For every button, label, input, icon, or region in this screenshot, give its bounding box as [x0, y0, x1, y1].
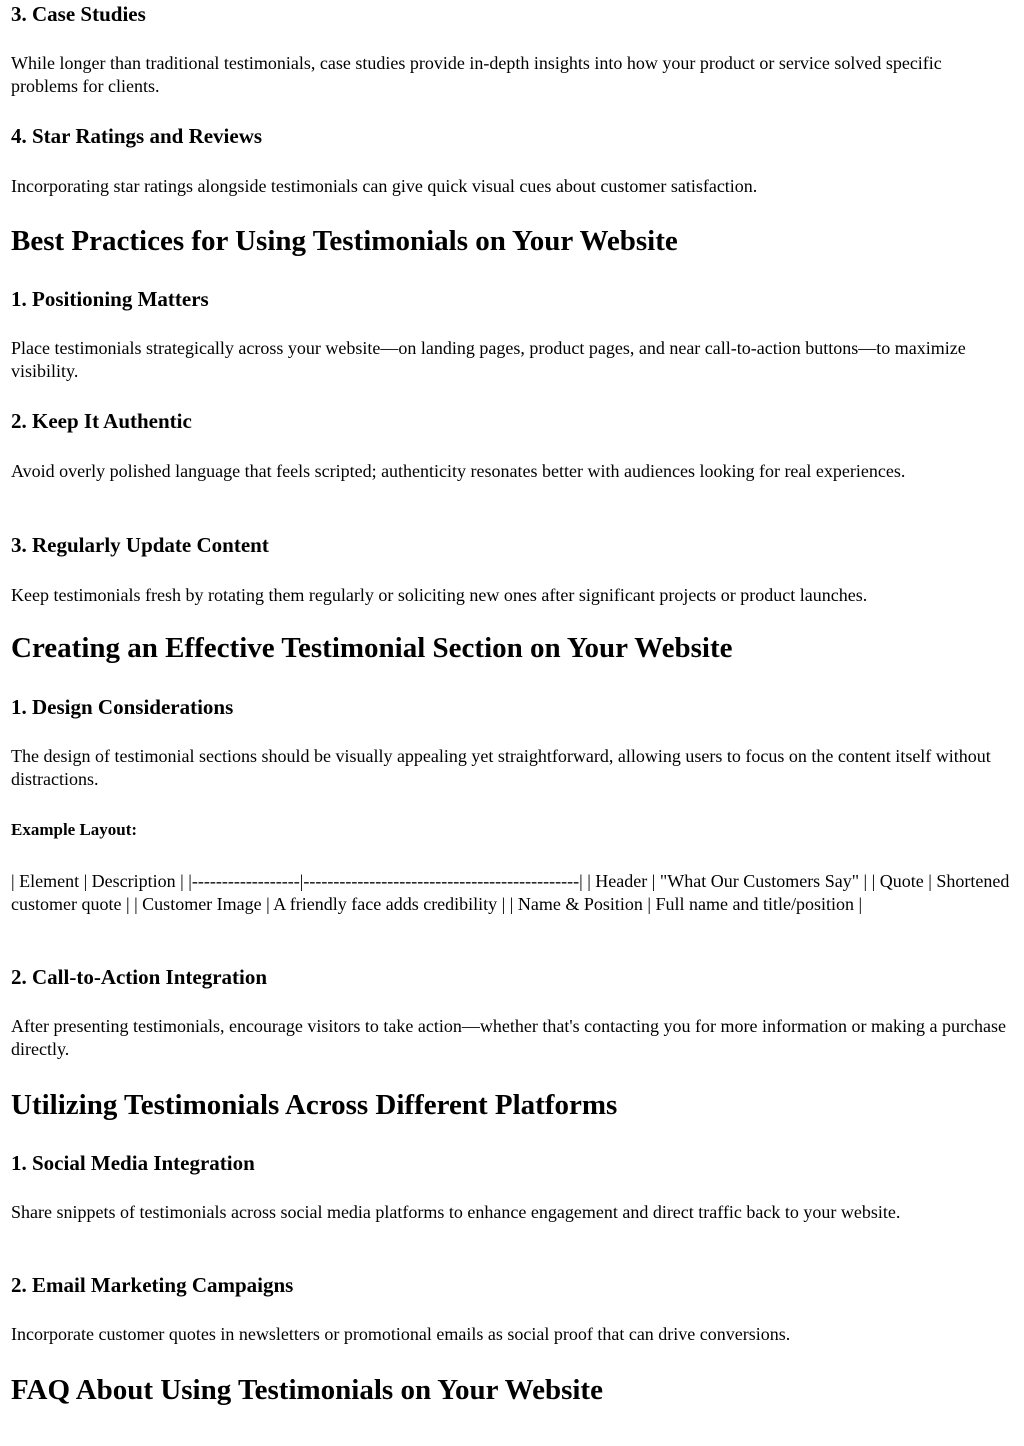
paragraph-social-media: Share snippets of testimonials across social media platforms to enhance engagement and direct traffic back to your website. — [11, 1202, 901, 1222]
paragraph-update-content: Keep testimonials fresh by rotating them regularly or soliciting new ones after significant projects or product launches. — [11, 585, 868, 605]
paragraph-cta-integration: After presenting testimonials, encourage visitors to take action—whether that's contacting you for more information or making a purchase directly. — [11, 1016, 1006, 1059]
label-example-layout: Example Layout: — [11, 820, 138, 839]
section-title-creating: Creating an Effective Testimonial Section on Your Website — [11, 632, 733, 664]
section-title-platforms: Utilizing Testimonials Across Different Platforms — [11, 1089, 618, 1121]
paragraph-case-studies: While longer than traditional testimonials, case studies provide in-depth insights into how your product or service solved specific problems for clients. — [11, 53, 942, 96]
paragraph-email-marketing: Incorporate customer quotes in newsletters or promotional emails as social proof that can drive conversions. — [11, 1324, 791, 1344]
paragraph-positioning: Place testimonials strategically across your website—on landing pages, product pages, and near call-to-action buttons—to maximize visibility. — [11, 338, 966, 381]
heading-authentic: 2. Keep It Authentic — [11, 409, 192, 433]
heading-design-considerations: 1. Design Considerations — [11, 695, 234, 719]
heading-update-content: 3. Regularly Update Content — [11, 533, 269, 557]
paragraph-example-table: | Element | Description | |------------------|----------------------------------------------| | Header | "What Our Customers Say" | | Quote | Shortened customer quote | | Customer Image | A friendly face adds credibility | | Name & Position | Full name and title/position | — [11, 871, 1010, 914]
heading-email-marketing: 2. Email Marketing Campaigns — [11, 1273, 294, 1297]
heading-positioning: 1. Positioning Matters — [11, 287, 209, 311]
heading-cta-integration: 2. Call-to-Action Integration — [11, 965, 268, 989]
paragraph-star-ratings: Incorporating star ratings alongside testimonials can give quick visual cues about customer satisfaction. — [11, 176, 758, 196]
paragraph-design-considerations: The design of testimonial sections should be visually appealing yet straightforward, allowing users to focus on the content itself without distractions. — [11, 746, 991, 789]
section-title-faq: FAQ About Using Testimonials on Your Website — [11, 1374, 603, 1406]
paragraph-authentic: Avoid overly polished language that feels scripted; authenticity resonates better with audiences looking for real experiences. — [11, 461, 906, 481]
heading-social-media: 1. Social Media Integration — [11, 1151, 255, 1175]
heading-case-studies: 3. Case Studies — [11, 2, 146, 26]
section-title-best-practices: Best Practices for Using Testimonials on Your Website — [11, 225, 678, 257]
heading-star-ratings: 4. Star Ratings and Reviews — [11, 124, 263, 148]
